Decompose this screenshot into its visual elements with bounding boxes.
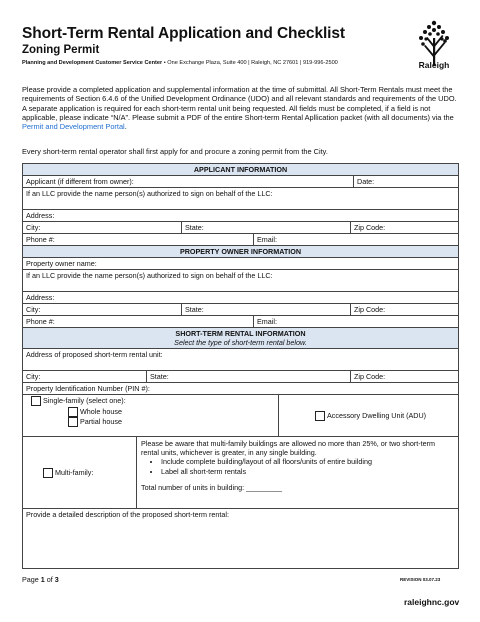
- owner-contact-row: [23, 316, 458, 328]
- applicant-field[interactable]: Applicant (if different from owner):: [23, 176, 354, 187]
- whole-house-label: Whole house: [80, 406, 122, 416]
- rental-city-field[interactable]: City:: [23, 371, 147, 382]
- adu-label: Accessory Dwelling Unit (ADU): [327, 411, 427, 420]
- applicant-llc-field[interactable]: If an LLC provide the name person(s) authorized to sign on behalf of the LLC:: [26, 189, 273, 198]
- owner-phone-field[interactable]: Phone #:: [23, 316, 254, 327]
- applicant-section-header-row: [23, 164, 458, 176]
- page-of: of: [44, 575, 55, 584]
- rental-type-row: [23, 395, 458, 437]
- owner-email-field[interactable]: Email:: [257, 317, 277, 326]
- whole-house-checkbox[interactable]: [68, 407, 78, 417]
- owner-zip-field[interactable]: Zip Code:: [354, 305, 386, 314]
- applicant-email-field[interactable]: Email:: [257, 235, 277, 244]
- intro-requirement: Every short-term rental operator shall first apply for and procure a zoning permit from the City.: [22, 147, 328, 156]
- multi-family-row: [23, 437, 458, 509]
- total-units-field[interactable]: Total number of units in building: _________: [141, 483, 283, 492]
- owner-section-header-row: [23, 246, 458, 258]
- owner-name-field[interactable]: Property owner name:: [26, 259, 97, 268]
- rental-section-title: SHORT-TERM RENTAL INFORMATION: [175, 329, 306, 338]
- applicant-address-row: [23, 210, 458, 222]
- owner-city-row: [23, 304, 458, 316]
- applicant-city-field[interactable]: City:: [23, 222, 182, 233]
- owner-llc-row: [23, 270, 458, 292]
- owner-address-field[interactable]: Address:: [26, 293, 55, 302]
- page-prefix: Page: [22, 575, 41, 584]
- multi-family-label: Multi-family:: [55, 468, 94, 477]
- adu-checkbox[interactable]: [315, 411, 325, 421]
- applicant-section-header: APPLICANT INFORMATION: [23, 164, 458, 175]
- owner-state-field[interactable]: State:: [182, 304, 351, 315]
- applicant-llc-row: [23, 188, 458, 210]
- intro-paragraph: [22, 85, 458, 131]
- rental-section-subtitle: Select the type of short-term rental below.: [174, 338, 307, 347]
- description-row: [23, 509, 458, 568]
- applicant-row: [23, 176, 458, 188]
- rental-address-field[interactable]: Address of proposed short-term rental unit:: [26, 350, 163, 359]
- rental-state-field[interactable]: State:: [147, 371, 351, 382]
- single-family-options: [23, 395, 279, 436]
- office-contact: • One Exchange Plaza, Suite 400 | Raleigh, NC 27601 | 919-996-2500: [162, 60, 338, 66]
- adu-option: [279, 395, 458, 436]
- owner-city-field[interactable]: City:: [23, 304, 182, 315]
- partial-house-checkbox[interactable]: [68, 417, 78, 427]
- multi-family-checkbox[interactable]: [43, 468, 53, 478]
- single-family-option: [26, 396, 275, 407]
- multi-family-option: [23, 437, 137, 508]
- page-total: 3: [54, 575, 59, 584]
- partial-house-label: Partial house: [80, 417, 122, 426]
- owner-address-row: [23, 292, 458, 304]
- office-address: [22, 60, 338, 66]
- portal-link[interactable]: Permit and Development Portal: [22, 122, 125, 132]
- owner-name-row: [23, 258, 458, 270]
- page-current: 1: [40, 575, 45, 584]
- application-form: [22, 163, 459, 569]
- description-field[interactable]: Provide a detailed description of the proposed short-term rental:: [26, 510, 229, 519]
- owner-section-header: PROPERTY OWNER INFORMATION: [23, 246, 458, 257]
- intro-text: Please provide a completed application and supplemental information at the time of submittal. All Short-Term Rentals must meet the requirements of Section 6.4.6 of the Unified Development Ordinance (UDO) and all relevant standards and requirements of the UDO. A separate application is required for each short-term rental unit being requested. All fields must be completed, if a field is not applicable, please indicate “N/A”. Please submit a PDF of the entire Short-term Rental Apllication packet (with all documents) via the: [22, 85, 457, 122]
- multi-family-details: [137, 437, 458, 508]
- multi-family-note: Please be aware that multi-family buildings are allowed no more than 25%, or two short-term rental units, whichever is greater, in any single building.: [141, 439, 436, 457]
- applicant-state-field[interactable]: State:: [182, 222, 351, 233]
- date-field[interactable]: Date:: [357, 177, 375, 186]
- requirement-item: • Label all short-term rentals: [161, 467, 454, 477]
- website-label: raleighnc.gov: [404, 597, 460, 607]
- pin-row: [23, 383, 458, 395]
- requirement-item: • Include complete building/layout of all floors/units of entire building: [161, 457, 454, 467]
- logo-wordmark: Raleigh: [418, 60, 450, 70]
- pin-field[interactable]: Property Identification Number (PIN #):: [26, 384, 150, 393]
- rental-zip-field[interactable]: Zip Code:: [354, 372, 386, 381]
- rental-section-header-row: [23, 328, 458, 349]
- applicant-address-field[interactable]: Address:: [26, 211, 55, 220]
- page-number: [22, 575, 59, 584]
- office-name: Planning and Development Customer Service Center: [22, 60, 163, 66]
- applicant-phone-field[interactable]: Phone #:: [23, 234, 254, 245]
- partial-house-option: [26, 417, 275, 428]
- revision-label: REVISION 03.07.23: [400, 577, 441, 582]
- page-subtitle: Zoning Permit: [22, 44, 100, 56]
- owner-llc-field[interactable]: If an LLC provide the name person(s) authorized to sign on behalf of the LLC:: [26, 271, 273, 280]
- applicant-zip-field[interactable]: Zip Code:: [354, 223, 386, 232]
- rental-city-row: [23, 371, 458, 383]
- intro-period: .: [124, 122, 127, 132]
- applicant-city-row: [23, 222, 458, 234]
- rental-address-row: [23, 349, 458, 371]
- single-family-checkbox[interactable]: [31, 396, 41, 406]
- whole-house-option: [26, 407, 275, 418]
- page-title: Short-Term Rental Application and Checklist: [22, 25, 345, 42]
- single-family-label: Single-family (select one):: [43, 396, 126, 405]
- applicant-contact-row: [23, 234, 458, 246]
- multi-family-requirements: [141, 457, 454, 477]
- rental-section-header: [23, 328, 458, 348]
